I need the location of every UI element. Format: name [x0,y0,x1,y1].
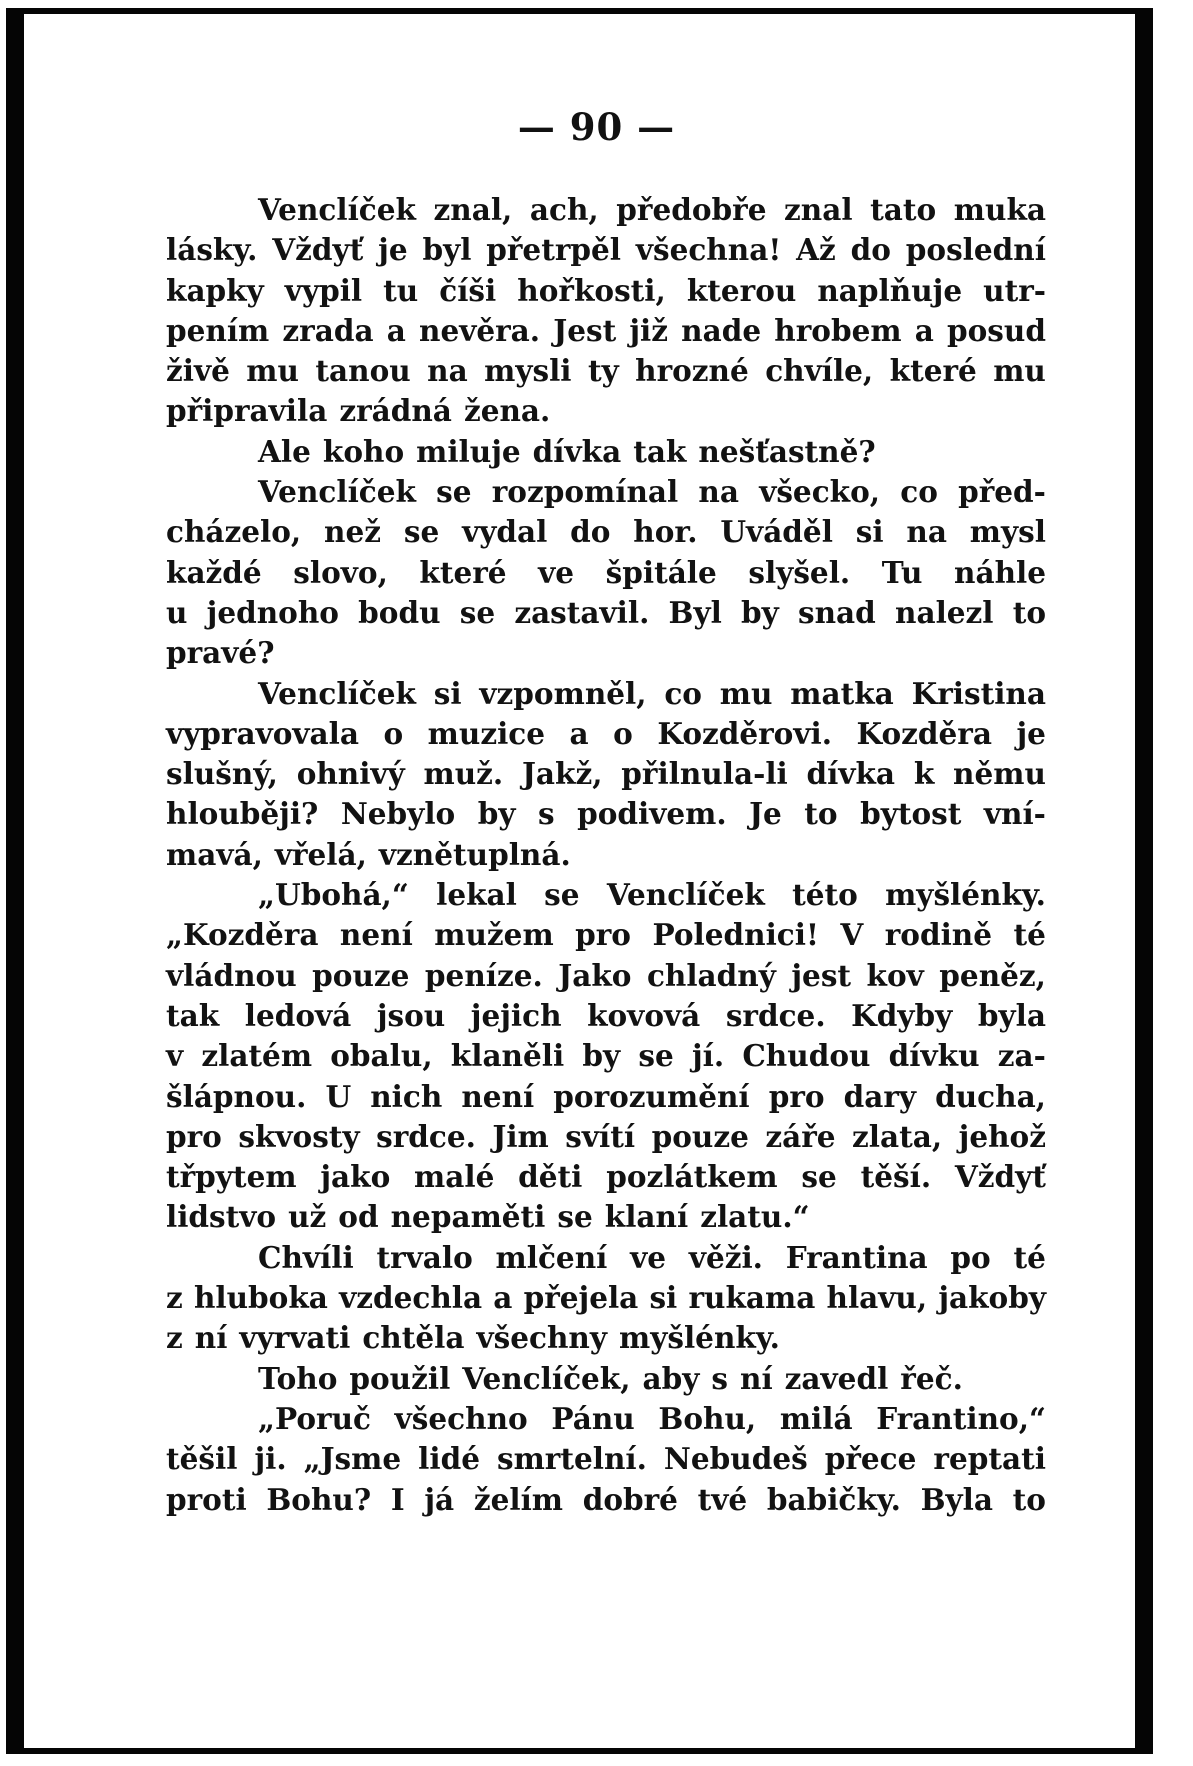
word: není [461,1078,535,1114]
word: je [1016,715,1046,751]
word: Bohu, [658,1400,757,1436]
word: které [889,353,977,389]
word: přetrpěl [486,232,621,268]
word: nade [681,312,762,348]
word: malé [414,1159,495,1195]
word: tvé [697,1481,748,1517]
word: znal [784,192,853,227]
word: dívku [888,1038,980,1074]
word: kterou [686,272,797,308]
word: poslední [905,232,1046,268]
word: mu [246,353,299,389]
word: slyšel. [748,554,851,590]
word: V [840,917,864,953]
word: němu [953,756,1046,792]
word: o [613,715,633,751]
word: muž. [423,756,504,792]
text-line [166,1359,1046,1399]
word: ve [630,1239,667,1275]
word: a [569,715,589,751]
word: želím [473,1481,563,1517]
word: peníze. [424,957,543,993]
word: Kristina [911,675,1046,711]
word: jednoho [206,594,339,630]
word: posud [947,312,1046,348]
word: přejela [523,1280,639,1316]
word: to [1012,1481,1046,1517]
text-line [166,1036,1046,1076]
word: Frantina [785,1239,928,1275]
word: mu [719,675,773,711]
word: aby [642,1360,700,1396]
word: klaní [604,1199,689,1235]
word: zastavil. [514,594,650,630]
word: by [582,1038,621,1074]
word: u [166,594,188,630]
word: zrádná [339,393,452,429]
word: ducha, [935,1078,1046,1114]
word: ní [740,1360,773,1396]
word: se [403,514,440,550]
text-line [166,714,1046,754]
word: pouze [651,1118,749,1154]
word: jsou [376,997,446,1033]
word: ní [194,1320,228,1356]
word: Tu [881,554,923,590]
word: hrobem [774,312,902,348]
word: kovová [587,997,701,1033]
word: Kozděrovi. [657,715,832,751]
word: se [436,474,472,510]
word: reptati [933,1441,1046,1477]
word: a [493,1280,513,1316]
word: Jako [558,957,632,993]
word: matka [790,675,894,711]
word: si [855,514,884,550]
word: rukama [688,1280,816,1316]
text-line [166,311,1046,351]
word: všechna! [635,232,782,268]
word: k [913,756,935,792]
word: s [537,796,555,832]
word: po [950,1239,991,1275]
text-line [166,835,1046,875]
text-line [166,956,1046,996]
word: vydal [462,514,548,550]
word: je [378,232,408,268]
text-line [166,633,1046,673]
word: naplňuje [817,272,963,308]
word: každé [166,554,262,590]
word: byl [422,232,472,268]
text-line [166,1318,1046,1358]
text-line [166,1278,1046,1318]
word: přilnula-li [621,756,788,792]
word: Byl [668,594,722,630]
word: byla [977,997,1046,1033]
word: koho [322,433,405,469]
word: vznětuplná. [378,836,571,872]
text-line [166,271,1046,311]
word: všechny [476,1320,608,1356]
word: myšlénky. [619,1320,780,1356]
word: by [477,796,516,832]
word: tanou [315,353,411,389]
word: chvíle, [765,353,874,389]
word: peněz, [939,957,1046,993]
word: „Poruč [258,1400,371,1436]
word: hor. [633,514,698,550]
text-line [166,915,1046,955]
word: obalu, [330,1038,433,1074]
word: v [166,1038,184,1074]
word: všecko, [759,474,881,510]
word: lásky. [166,232,258,268]
word: které [419,554,507,590]
word: kapky [166,272,264,308]
word: šlápnou. [166,1078,307,1114]
word: vzdechla [339,1280,483,1316]
text-line [166,190,1046,230]
word: myšlénky. [885,877,1046,913]
word: ve [538,554,575,590]
word: hrozné [635,353,749,389]
word: Toho [258,1360,338,1396]
word: náhle [954,554,1046,590]
text-line [166,230,1046,270]
word: vládnou [166,957,297,993]
word: si [649,1280,678,1316]
word: živě [166,353,230,389]
word: utr- [983,272,1046,308]
text-line [166,472,1046,512]
text-line [166,512,1046,552]
word: Pánu [551,1400,635,1436]
word: Venclíček [258,192,416,227]
word: trvalo [376,1239,473,1275]
word: na [698,474,739,510]
word: Venclíček [606,877,765,913]
word: co [664,675,702,711]
text-line [166,351,1046,391]
word: mavá, [166,836,263,872]
word: z [166,1320,183,1356]
word: než [324,514,382,550]
word: hlavu, [826,1280,928,1316]
text-line [166,1117,1046,1157]
word: kov [866,957,924,993]
text-line [166,1157,1046,1197]
word: věži. [688,1239,763,1275]
word: mu [993,353,1046,389]
word: svítí [565,1118,636,1154]
word: třpytem [166,1159,297,1195]
word: snad [798,594,876,630]
word: klaněli [450,1038,565,1074]
word: babičky. [766,1481,901,1517]
text-line [166,754,1046,794]
word: by [741,594,779,630]
word: mysli [484,353,572,389]
word: té [1013,917,1046,953]
word: rodině [884,917,993,953]
word: lekal [436,877,517,913]
text-line [166,1399,1046,1439]
word: Nebudeš [663,1441,808,1477]
word: všechno [394,1400,528,1436]
word: Nebylo [340,796,456,832]
word: vypravovala [166,715,359,751]
word: slovo, [293,554,388,590]
word: jí. [691,1038,725,1074]
word: jako [320,1159,391,1195]
word: znal, [433,192,513,227]
word: Byla [920,1481,993,1517]
word: muka [953,192,1046,227]
word: skvosty [238,1118,360,1154]
word: nepaměti [390,1199,546,1235]
word: použil [349,1360,451,1396]
word: těšil [166,1441,238,1477]
word: už [288,1199,327,1235]
word: do [570,514,611,550]
word: do [850,232,891,268]
word: na [427,353,468,389]
word: ach, [529,192,599,227]
word: co [900,474,938,510]
word: to [804,796,838,832]
word: Polednici! [652,917,819,953]
word: porozumění [553,1078,750,1114]
word: Kdyby [851,997,953,1033]
word: Venclíček [258,675,416,711]
word: lidé [418,1441,480,1477]
word: vní- [983,796,1046,832]
text-line [166,996,1046,1036]
word: na [906,514,947,550]
word: muzice [427,715,546,751]
word: jest [791,957,852,993]
word: zlata, [852,1118,943,1154]
word: těší. [860,1159,932,1195]
word: jehož [958,1118,1046,1154]
word: číši [439,272,497,308]
word: já [424,1481,455,1517]
word: nalezl [895,594,994,630]
word: ty [587,353,619,389]
word: srdce. [376,1118,476,1154]
word: ohnivý [296,756,405,792]
word: dívka [806,756,896,792]
word: to [1012,594,1046,630]
word: tak [633,433,687,469]
word: pravé? [166,635,275,671]
text-line [166,593,1046,633]
word: špitále [605,554,717,590]
word: vzpomněl, [479,675,647,711]
word: Vždyť [272,232,364,268]
word: od [338,1199,379,1235]
word: Jakž, [521,756,603,792]
word: přece [824,1441,917,1477]
word: se [544,877,580,913]
text-line [166,553,1046,593]
word: vypil [284,272,363,308]
word: Bohu? [266,1481,372,1517]
word: podivem. [577,796,727,832]
word: se [557,1199,593,1235]
word: zlatém [201,1038,313,1074]
word: před- [958,474,1046,510]
word: mysl [969,514,1046,550]
word: Kozděra [856,715,992,751]
text-line [166,674,1046,714]
word: té [1013,1239,1046,1275]
word: Venclíček, [462,1360,631,1396]
word: jakoby [938,1280,1046,1316]
word: bodu [358,594,441,630]
word: hořkosti, [517,272,666,308]
word: Ale [258,433,311,469]
page-number: — 90 — [517,105,676,149]
word: chtěla [362,1320,465,1356]
body-text [166,190,1046,1520]
text-line [166,794,1046,834]
word: Chudou [742,1038,871,1074]
word: připravila [166,393,328,429]
text-line [166,1238,1046,1278]
word: slušný, [166,756,278,792]
word: pouze [312,957,410,993]
text-line [166,1480,1046,1520]
word: cházelo, [166,514,302,550]
word: si [433,675,462,711]
word: mlčení [495,1239,608,1275]
word: pro [575,917,631,953]
word: vřelá, [274,836,367,872]
word: řeč. [900,1360,963,1396]
word: pozlátkem [606,1159,778,1195]
word: nešťastně? [698,433,876,469]
word: Venclíček [258,474,416,510]
word: tato [870,192,937,227]
word: této [792,877,858,913]
word: rozpomínal [491,474,679,510]
word: se [801,1159,837,1195]
word: Až [796,232,836,268]
text-line [166,875,1046,915]
word: mužem [434,917,554,953]
word: srdce. [725,997,826,1033]
text-line [166,1197,1046,1237]
word: děti [518,1159,583,1195]
word: předobře [616,192,767,227]
word: jejich [470,997,562,1033]
word: a [914,312,934,348]
word: z [166,1280,183,1316]
word: žena. [463,393,551,429]
word: I [390,1481,405,1517]
word: „Ubohá,“ [258,877,409,913]
word: dobré [582,1481,678,1517]
word: pro [166,1118,222,1154]
word: Uváděl [720,514,833,550]
word: Je [749,796,782,832]
word: milá [779,1400,853,1436]
word: za- [997,1038,1046,1074]
word: zlatu.“ [700,1199,810,1235]
word: bytost [860,796,962,832]
word: hlouběji? [166,796,319,832]
word: tak [166,997,220,1033]
word: „Kozděra [166,917,319,953]
word: pením [166,312,270,348]
word: U [325,1078,352,1114]
text-line [166,1077,1046,1117]
word: miluje [416,433,521,469]
word: zrada [282,312,374,348]
word: „Jsme [303,1441,402,1477]
word: chladný [646,957,776,993]
word: dary [843,1078,917,1114]
word: lidstvo [166,1199,277,1235]
text-line [166,432,1046,472]
word: a [386,312,406,348]
word: tu [383,272,419,308]
word: se [638,1038,674,1074]
word: pro [768,1078,825,1114]
text-line [166,391,1046,431]
word: proti [166,1481,247,1517]
word: nevěra. [419,312,541,348]
word: se [459,594,496,630]
word: Jest [553,312,617,348]
word: není [339,917,413,953]
word: Chvíli [258,1239,354,1275]
word: Frantino,“ [876,1400,1046,1436]
word: vyrvati [239,1320,351,1356]
word: ledová [244,997,352,1033]
word: ji. [254,1441,287,1477]
word: záře [765,1118,836,1154]
word: již [629,312,668,348]
word: zavedl [784,1360,889,1396]
word: o [383,715,404,751]
word: Vždyť [954,1159,1046,1195]
word: Jim [492,1118,549,1154]
word: hluboka [193,1280,328,1316]
word: s [711,1360,729,1396]
word: dívka [532,433,622,469]
word: smrtelní. [496,1441,647,1477]
text-line [166,1439,1046,1479]
word: nich [370,1078,443,1114]
